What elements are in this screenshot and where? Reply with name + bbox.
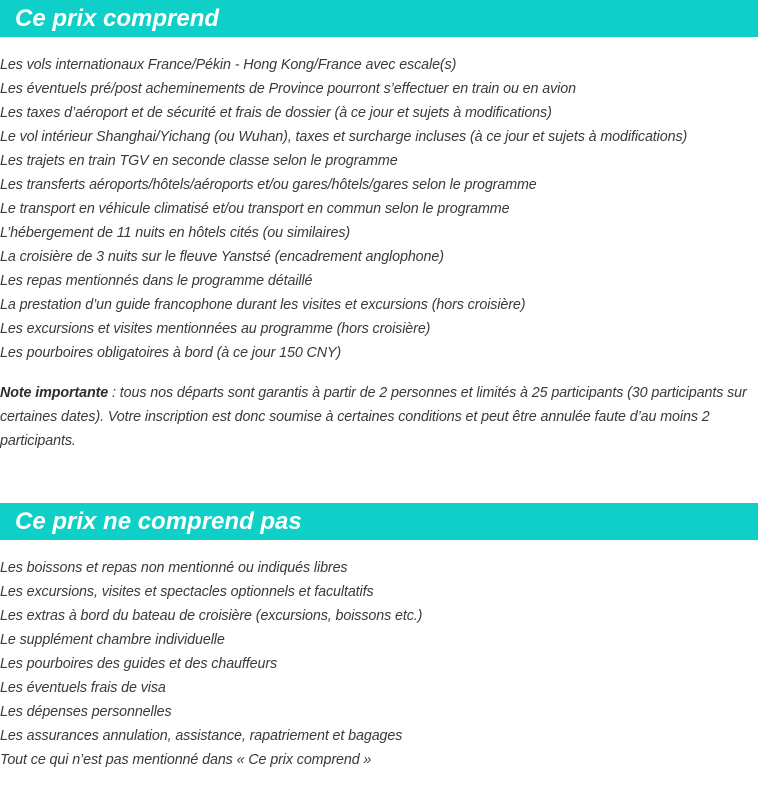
list-item: Les excursions et visites mentionnées au programme (hors croisière) — [0, 321, 431, 337]
list-item: Les transferts aéroports/hôtels/aéroports et/ou gares/hôtels/gares selon le programme — [0, 177, 537, 193]
list-item: Les éventuels frais de visa — [0, 680, 166, 696]
list-item: L’hébergement de 11 nuits en hôtels cités (ou similaires) — [0, 225, 351, 241]
list-item: Les repas mentionnés dans le programme détaillé — [0, 273, 313, 289]
price-excludes-list — [0, 556, 758, 772]
list-item: Les extras à bord du bateau de croisière (excursions, boissons etc.) — [0, 608, 423, 624]
important-note-label: Note importante — [0, 385, 109, 401]
price-includes-list — [0, 53, 758, 365]
price-includes-title: Ce prix comprend — [15, 4, 220, 32]
list-item: La croisière de 3 nuits sur le fleuve Yanstsé (encadrement anglophone) — [0, 249, 444, 265]
list-item: Le transport en véhicule climatisé et/ou transport en commun selon le programme — [0, 201, 510, 217]
important-note — [0, 381, 758, 453]
list-item: Les taxes d’aéroport et de sécurité et frais de dossier (à ce jour et sujets à modifications) — [0, 105, 552, 121]
list-item: Les trajets en train TGV en seconde classe selon le programme — [0, 153, 398, 169]
list-item: Le vol intérieur Shanghai/Yichang (ou Wuhan), taxes et surcharge incluses (à ce jour et sujets à modifications) — [0, 129, 688, 145]
list-item: Les assurances annulation, assistance, rapatriement et bagages — [0, 728, 403, 744]
list-item: Les boissons et repas non mentionné ou indiqués libres — [0, 560, 348, 576]
list-item: Les pourboires obligatoires à bord (à ce jour 150 CNY) — [0, 345, 342, 361]
list-item: Les dépenses personnelles — [0, 704, 172, 720]
important-note-text: : tous nos départs sont garantis à partir de 2 personnes et limités à 25 participants (30 participants sur certaines dates). Votre inscription est donc soumise à certaines conditions et peut être annulée faute d’au moins 2 participants. — [0, 385, 747, 449]
price-excludes-title: Ce prix ne comprend pas — [15, 507, 302, 535]
list-item: Le supplément chambre individuelle — [0, 632, 225, 648]
list-item: Tout ce qui n’est pas mentionné dans « Ce prix comprend » — [0, 752, 372, 768]
list-item: Les éventuels pré/post acheminements de Province pourront s’effectuer en train ou en avion — [0, 81, 576, 97]
list-item: Les vols internationaux France/Pékin - Hong Kong/France avec escale(s) — [0, 57, 457, 73]
price-excludes-header — [0, 503, 758, 540]
list-item: La prestation d’un guide francophone durant les visites et excursions (hors croisière) — [0, 297, 526, 313]
price-excludes-section — [0, 503, 758, 772]
list-item: Les pourboires des guides et des chauffeurs — [0, 656, 278, 672]
price-includes-header — [0, 0, 758, 37]
list-item: Les excursions, visites et spectacles optionnels et facultatifs — [0, 584, 374, 600]
